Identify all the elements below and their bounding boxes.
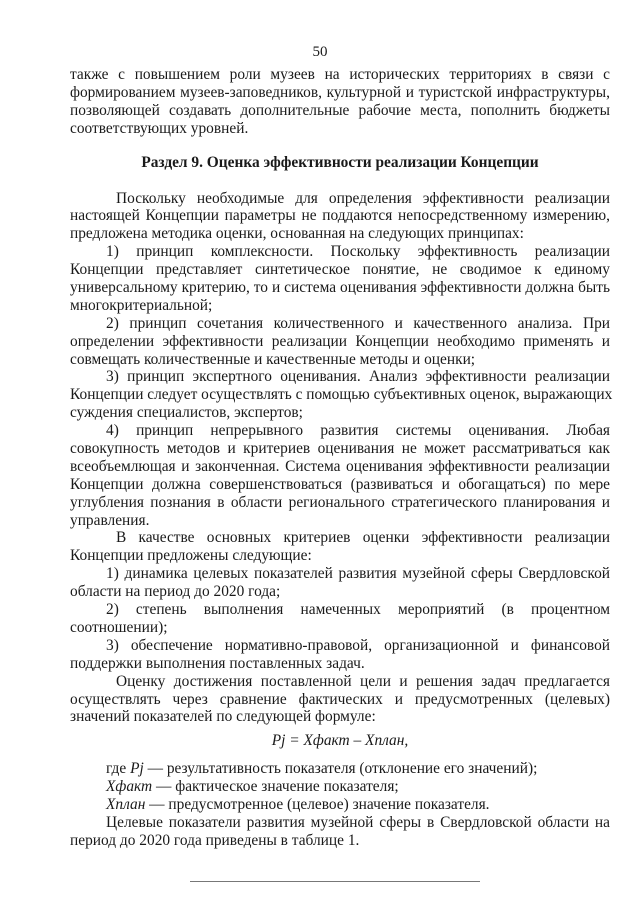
text-line: Концепции следует осуществлять с помощью субъективных оценок, выражающих bbox=[70, 386, 613, 404]
page-number: 50 bbox=[312, 44, 328, 60]
text-line: определении эффективности реализации Концепции необходимо применять и bbox=[70, 332, 610, 350]
definition-xplan bbox=[70, 796, 610, 814]
text-line: осуществлять через сравнение фактических и предусмотренных (целевых) bbox=[70, 690, 610, 708]
text-line: 3) обеспечение нормативно-правовой, организационной и финансовой bbox=[106, 636, 610, 654]
text-line: универсальному критерию, то и система оценивания эффективности должна быть bbox=[70, 279, 610, 297]
text-line: значений показателей по следующей формуле: bbox=[70, 708, 376, 726]
text-line: углубления познания в области регионального стратегического планирования и bbox=[70, 493, 610, 511]
text-line: Концепции представляет синтетическое понятие, не сводимое к единому bbox=[70, 261, 610, 279]
definition-symbol: Pj bbox=[130, 760, 144, 778]
definitions bbox=[70, 760, 610, 814]
text-line: 1) принцип комплексности. Поскольку эффективность реализации bbox=[106, 243, 610, 261]
text-line: Поскольку необходимые для определения эффективности реализации bbox=[116, 189, 610, 207]
definition-symbol: Xплан bbox=[106, 796, 146, 814]
criterion-2 bbox=[70, 601, 610, 637]
text-line: 3) принцип экспертного оценивания. Анализ эффективности реализации bbox=[106, 368, 610, 386]
text-line: многокритериальной; bbox=[70, 296, 213, 314]
text-line: предложена методика оценки, основанная на следующих принципах: bbox=[70, 225, 524, 243]
criterion-3 bbox=[70, 637, 610, 673]
text-line: всеобъемлющая и законченная. Система оценивания эффективности реализации bbox=[70, 457, 610, 475]
document-body bbox=[70, 66, 613, 850]
text-line: области на период до 2020 года; bbox=[70, 583, 281, 601]
footer-divider bbox=[190, 881, 480, 882]
intro-paragraph bbox=[70, 66, 610, 138]
text-line: также с повышением роли музеев на исторических территориях в связи с bbox=[70, 66, 610, 83]
text-line: 2) принцип сочетания количественного и качественного анализа. При bbox=[106, 314, 610, 332]
text-line: 4) принцип непрерывного развития системы оценивания. Любая bbox=[106, 422, 610, 440]
text-line: совмещать количественные и качественные методы и оценки; bbox=[70, 350, 476, 368]
text-line: Концепции предложены следующие: bbox=[70, 547, 312, 565]
text-line: Концепции должна совершенствоваться (развиваться и обогащаться) по мере bbox=[70, 475, 610, 493]
text-line: Целевые показатели развития музейной сферы в Свердловской области на bbox=[106, 813, 610, 831]
text-line: управления. bbox=[70, 511, 150, 529]
text-line: В качестве основных критериев оценки эффективности реализации bbox=[116, 529, 610, 547]
definition-xfact bbox=[70, 778, 610, 796]
text-line: соотношении); bbox=[70, 618, 168, 636]
principle-2 bbox=[70, 315, 610, 369]
text-line: Оценку достижения поставленной цели и решения задач предлагается bbox=[116, 672, 610, 690]
criterion-1 bbox=[70, 565, 610, 601]
text-line: позволяющей создавать дополнительные рабочие места, пополнить бюджеты bbox=[70, 101, 610, 119]
definition-prefix: где bbox=[106, 760, 131, 778]
principle-3 bbox=[70, 368, 613, 422]
paragraph-assessment bbox=[70, 673, 610, 727]
principle-1 bbox=[70, 243, 610, 315]
text-line: соответствующих уровней. bbox=[70, 119, 249, 137]
definition-pj bbox=[70, 760, 610, 778]
text-line: 2) степень выполнения намеченных мероприятий (в процентном bbox=[106, 601, 610, 619]
formula: Pj = Xфакт – Xплан, bbox=[271, 732, 409, 750]
principle-4 bbox=[70, 422, 610, 529]
section-heading-block bbox=[70, 154, 610, 172]
text-line: 1) динамика целевых показателей развития музейной сферы Свердловской bbox=[106, 565, 610, 583]
text-line: настоящей Концепции параметры не поддаются непосредственному измерению, bbox=[70, 207, 610, 225]
text-line: формированием музеев-заповедников, культурной и туристской инфраструктуры, bbox=[70, 83, 610, 101]
definition-text: — фактическое значение показателя; bbox=[152, 778, 399, 796]
paragraph-criteria-intro bbox=[70, 529, 610, 565]
paragraph-closing bbox=[70, 814, 610, 850]
paragraph-principles-intro bbox=[70, 190, 610, 244]
section-title: Раздел 9. Оценка эффективности реализации Концепции bbox=[141, 153, 539, 171]
text-line: период до 2020 года приведены в таблице 1. bbox=[70, 831, 360, 849]
text-line: поддержки выполнения поставленных задач. bbox=[70, 654, 365, 672]
definition-text: — результативность показателя (отклонение его значений); bbox=[143, 760, 538, 778]
text-line: совокупность методов и критериев оценивания не может рассматриваться как bbox=[70, 440, 610, 458]
definition-text: — предусмотренное (целевое) значение показателя. bbox=[145, 796, 490, 814]
text-line: суждения специалистов, экспертов; bbox=[70, 404, 303, 422]
definition-symbol: Xфакт bbox=[106, 778, 153, 796]
